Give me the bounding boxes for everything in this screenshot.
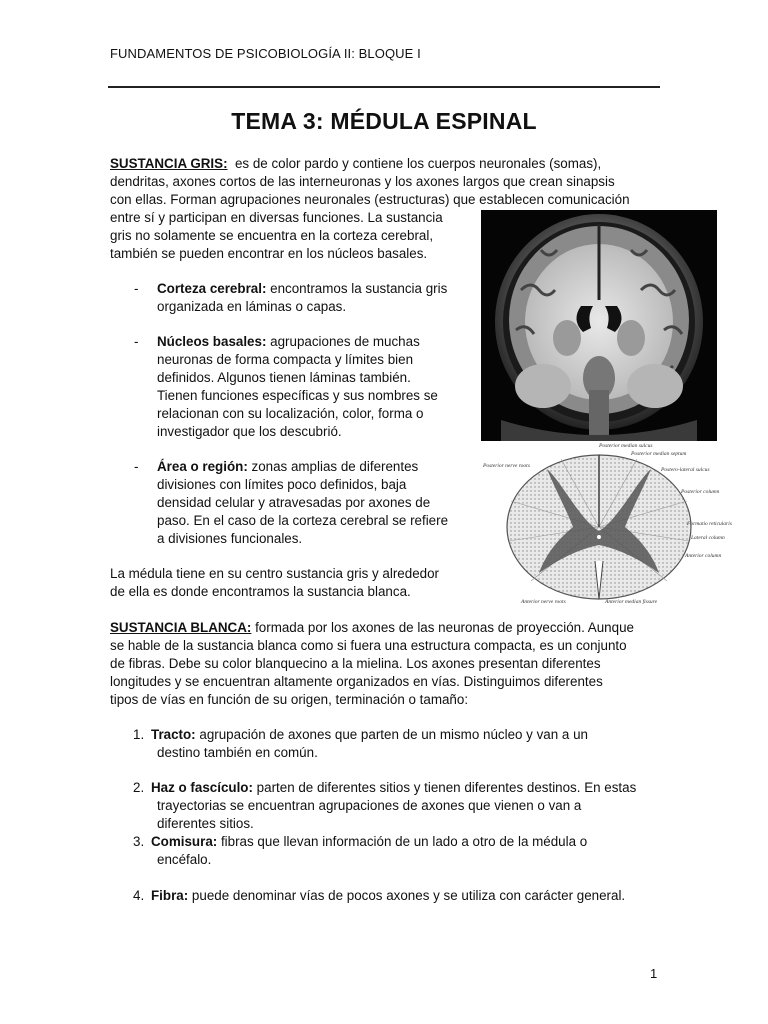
bullet-nucleos-line-3: definidos. Algunos tienen láminas también. [157, 370, 411, 385]
brain-mri-coronal-image [481, 210, 717, 442]
label-anterior-nerve-roots: Anterior nerve roots [521, 599, 566, 605]
gris-paragraph-line-1 [110, 155, 601, 173]
list-number: 1. [133, 727, 145, 742]
gris-closing-line-1: La médula tiene en su centro sustancia gris y alrededor [110, 566, 440, 581]
label-anterior-column: Anterior column [685, 553, 722, 559]
blanca-line-text: formada por los axones de las neuronas de proyección. Aunque [251, 620, 634, 635]
list-text: parten de diferentes sitios y tienen diferentes destinos. En estas [252, 780, 637, 795]
spinal-cord-illustration [481, 441, 732, 607]
list-item-haz-line-1 [151, 779, 636, 797]
running-header: FUNDAMENTOS DE PSICOBIOLOGÍA II: BLOQUE I [110, 46, 421, 61]
label-posterior-median-septum: Posterior median septum [631, 451, 687, 457]
list-text: fibras que llevan información de un lado a otro de la médula o [217, 834, 588, 849]
label-lateral-column: Lateral column [691, 535, 725, 541]
bullet-dash: - [134, 334, 139, 349]
bullet-text: zonas amplias de diferentes [247, 459, 419, 474]
header-divider [108, 86, 660, 88]
blanca-paragraph-line-1 [110, 619, 634, 637]
gris-paragraph-line-2: dendritas, axones cortos de las interneuronas y los axones largos que crean sinapsis [110, 174, 615, 189]
list-item-fibra-line-1 [151, 887, 625, 905]
label-posterior-column: Posterior column [681, 489, 720, 495]
bullet-area-line-1 [157, 458, 418, 476]
list-item-haz-line-2: trayectorias se encuentran agrupaciones de axones que vienen o van a [157, 798, 582, 813]
bullet-nucleos-line-1 [157, 333, 420, 351]
bullet-term: Área o región: [157, 459, 248, 474]
list-item-comisura-line-1 [151, 833, 587, 851]
label-posterior-median-sulcus: Posterior median sulcus [599, 443, 653, 449]
gris-heading: SUSTANCIA GRIS: [110, 156, 228, 171]
page-number: 1 [650, 966, 658, 981]
list-text: agrupación de axones que parten de un mismo núcleo y van a un [195, 727, 588, 742]
bullet-area-line-5: a divisiones funcionales. [157, 531, 303, 546]
list-number: 2. [133, 780, 145, 795]
list-item-tracto-line-1 [151, 726, 588, 744]
bullet-area-line-4: paso. En el caso de la corteza cerebral se refiere [157, 513, 449, 528]
list-item-tracto-line-2: destino también en común. [157, 745, 318, 760]
gris-closing-line-2: de ella es donde encontramos la sustancia blanca. [110, 584, 411, 599]
gris-paragraph-line-6: también se pueden encontrar en los núcleos basales. [110, 246, 428, 261]
gris-paragraph-line-3: con ellas. Forman agrupaciones neuronales (estructuras) que establecen comunicación [110, 192, 630, 207]
list-item-comisura-line-2: encéfalo. [157, 852, 212, 867]
list-item-haz-line-3: diferentes sitios. [157, 816, 254, 831]
blanca-paragraph-line-3: de fibras. Debe su color blanquecino a la mielina. Los axones presentan diferentes [110, 656, 601, 671]
list-term: Fibra: [151, 888, 189, 903]
blanca-heading: SUSTANCIA BLANCA: [110, 620, 252, 635]
label-anterior-median-fissure: Anterior median fissure [605, 599, 658, 605]
gris-paragraph-line-5: gris no solamente se encuentra en la corteza cerebral, [110, 228, 434, 243]
bullet-text: agrupaciones de muchas [266, 334, 420, 349]
bullet-dash: - [134, 281, 139, 296]
list-term: Haz o fascículo: [151, 780, 253, 795]
gris-line-text: es de color pardo y contiene los cuerpos neuronales (somas), [227, 156, 602, 171]
brain-mri-illustration [481, 210, 717, 442]
bullet-nucleos-line-2: neuronas de forma compacta y límites bien [157, 352, 414, 367]
list-text: puede denominar vías de pocos axones y se utiliza con carácter general. [188, 888, 626, 903]
bullet-area-line-2: divisiones con límites poco definidos, baja [157, 477, 407, 492]
list-number: 4. [133, 888, 145, 903]
gris-paragraph-line-4: entre sí y participan en diversas funciones. La sustancia [110, 210, 443, 225]
blanca-paragraph-line-5: tipos de vías en función de su origen, terminación o tamaño: [110, 692, 469, 707]
spinal-cord-cross-section-figure [481, 441, 732, 607]
blanca-paragraph-line-2: se hable de la sustancia blanca como si fuera una estructura compacta, es un conjunto [110, 638, 627, 653]
bullet-nucleos-line-4: Tienen funciones específicas y sus nombres se [157, 388, 438, 403]
blanca-paragraph-line-4: longitudes y se encuentran altamente organizados en vías. Distinguimos diferentes [110, 674, 603, 689]
bullet-corteza-line-2: organizada en láminas o capas. [157, 299, 347, 314]
bullet-term: Corteza cerebral: [157, 281, 267, 296]
list-term: Tracto: [151, 727, 196, 742]
label-formatio-reticularis: Formatio reticularis [687, 521, 732, 527]
list-number: 3. [133, 834, 145, 849]
bullet-nucleos-line-5: relacionan con su localización, color, forma o [157, 406, 424, 421]
list-term: Comisura: [151, 834, 218, 849]
bullet-nucleos-line-6: investigador que los descubrió. [157, 424, 342, 439]
bullet-text: encontramos la sustancia gris [266, 281, 448, 296]
page-title: TEMA 3: MÉDULA ESPINAL [231, 108, 537, 134]
label-posterior-nerve-roots: Posterior nerve roots [483, 463, 530, 469]
bullet-area-line-3: densidad celular y atravesadas por axones de [157, 495, 431, 510]
bullet-corteza-line-1 [157, 280, 447, 298]
bullet-dash: - [134, 459, 139, 474]
bullet-term: Núcleos basales: [157, 334, 267, 349]
label-postero-lateral-sulcus: Postero-lateral sulcus [661, 467, 710, 473]
